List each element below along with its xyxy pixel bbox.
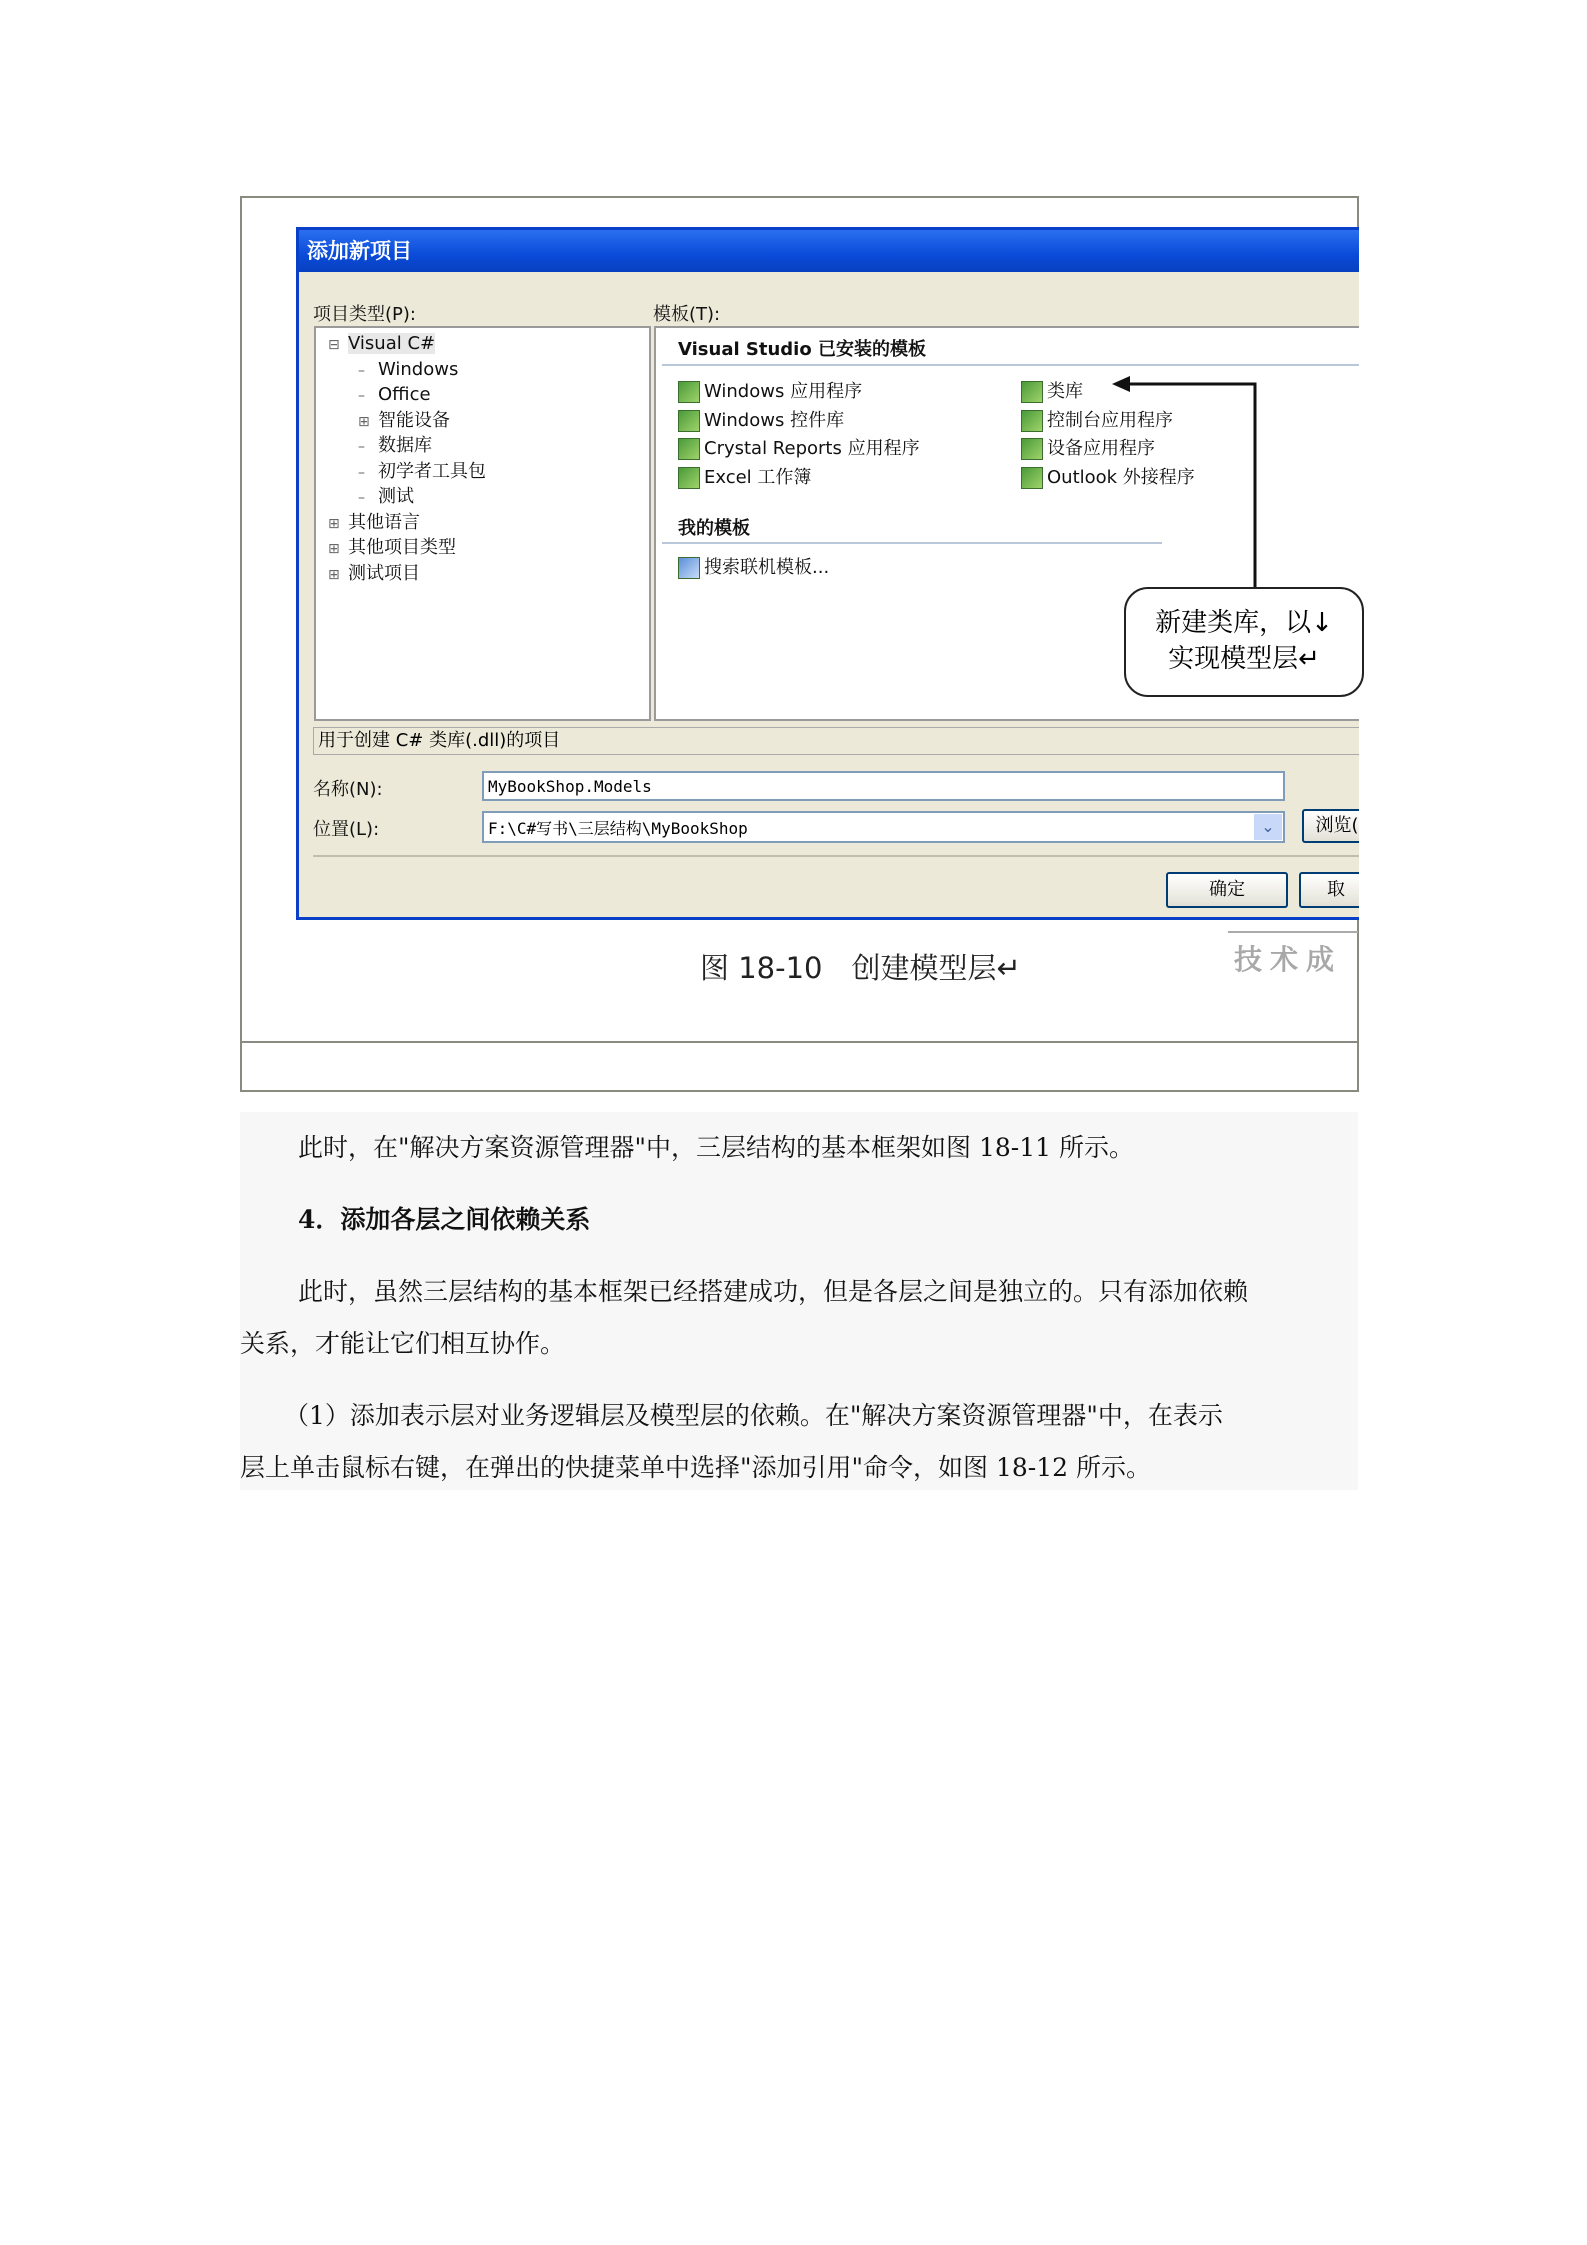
tree-item[interactable]	[328, 460, 649, 486]
paragraph: 关系，才能让它们相互协作。	[240, 1329, 566, 1358]
figure-caption: 图 18-10 创建模型层↵	[700, 951, 1021, 985]
paragraph: （1）添加表示层对业务逻辑层及模型层的依赖。在"解决方案资源管理器"中，在表示	[284, 1401, 1223, 1430]
tree-line-icon: –	[358, 362, 365, 379]
installed-templates-header: Visual Studio 已安装的模板	[678, 339, 926, 360]
tree-line-icon: –	[358, 388, 365, 404]
browse-button[interactable]: 浏览(	[1302, 809, 1359, 843]
tree-item[interactable]	[328, 434, 649, 460]
template-label: Crystal Reports 应用程序	[704, 438, 920, 459]
callout-line-2: 实现模型层↵	[1168, 644, 1320, 674]
csharp-project-icon	[678, 410, 700, 432]
csharp-project-icon	[1021, 438, 1043, 460]
watermark: 技术成	[1234, 943, 1343, 976]
tree-line-icon: –	[358, 439, 365, 455]
tree-item[interactable]	[328, 485, 649, 511]
tree-item-label: 初学者工具包	[378, 460, 486, 482]
csharp-project-icon	[678, 467, 700, 489]
template-item[interactable]	[678, 435, 920, 464]
dialog-title: 添加新项目	[299, 230, 1359, 272]
template-label: Windows 应用程序	[704, 381, 863, 402]
tree-item-label: 测试项目	[348, 562, 420, 584]
tree-item-label: 数据库	[378, 435, 432, 456]
tree-item[interactable]	[328, 383, 649, 409]
template-item[interactable]	[678, 464, 920, 493]
csharp-project-icon	[1021, 381, 1043, 403]
section-heading: 4．添加各层之间依赖关系	[298, 1205, 591, 1234]
template-description: 用于创建 C# 类库(.dll)的项目	[313, 727, 1359, 755]
my-templates-header: 我的模板	[678, 518, 750, 539]
tree-item[interactable]	[328, 409, 649, 435]
location-input[interactable]	[482, 811, 1285, 843]
csharp-project-icon	[678, 381, 700, 403]
tree-item[interactable]	[328, 562, 649, 588]
csharp-project-icon	[1021, 467, 1043, 489]
templates-label: 模板(T):	[653, 304, 721, 325]
tree-item[interactable]	[328, 358, 649, 384]
search-online-icon	[678, 557, 700, 579]
tree-item-label: 其他语言	[348, 511, 420, 533]
template-label: Excel 工作簿	[704, 466, 812, 488]
location-dropdown-chevron-icon[interactable]: ⌄	[1254, 814, 1282, 840]
callout-arrow-icon	[1110, 370, 1270, 590]
template-label: Windows 控件库	[704, 409, 845, 431]
name-input[interactable]	[482, 771, 1285, 801]
csharp-project-icon	[678, 438, 700, 460]
tree-item[interactable]	[328, 332, 649, 358]
paragraph: 此时，虽然三层结构的基本框架已经搭建成功，但是各层之间是独立的。只有添加依赖	[298, 1277, 1249, 1306]
template-item[interactable]	[678, 554, 829, 583]
template-label: Outlook 外接程序	[1047, 466, 1195, 488]
name-label: 名称(N):	[313, 779, 383, 800]
project-types-label: 项目类型(P):	[313, 304, 416, 325]
cancel-button[interactable]: 取	[1299, 872, 1359, 908]
tree-line-icon: –	[358, 490, 365, 506]
tree-item-label: Office	[378, 384, 431, 405]
template-label: 搜索联机模板...	[704, 557, 830, 578]
tree-line-icon: –	[358, 464, 365, 481]
template-label: 控制台应用程序	[1047, 409, 1173, 431]
template-label: 设备应用程序	[1047, 438, 1155, 459]
callout-line-1: 新建类库，以↓	[1155, 608, 1333, 638]
template-item[interactable]	[678, 407, 920, 436]
expand-icon[interactable]: ⊞	[328, 566, 340, 583]
callout-annotation	[1124, 587, 1364, 697]
project-types-tree[interactable]	[314, 326, 651, 721]
figure-divider	[240, 1041, 1359, 1043]
expand-icon[interactable]: ⊞	[328, 541, 340, 557]
tree-item[interactable]	[328, 511, 649, 537]
csharp-project-icon	[1021, 410, 1043, 432]
tree-item-label: 其他项目类型	[348, 537, 456, 558]
paragraph: 此时，在"解决方案资源管理器"中，三层结构的基本框架如图 18-11 所示。	[298, 1133, 1134, 1162]
location-label: 位置(L):	[313, 819, 380, 840]
expand-icon[interactable]: ⊞	[358, 413, 370, 430]
template-item[interactable]	[678, 378, 920, 407]
collapse-icon[interactable]: ⊟	[328, 337, 340, 353]
tree-item-label: 智能设备	[378, 409, 450, 431]
tree-item-label: Windows	[378, 358, 459, 380]
paragraph: 层上单击鼠标右键，在弹出的快捷菜单中选择"添加引用"命令，如图 18-12 所示。	[240, 1453, 1151, 1482]
tree-item[interactable]	[328, 536, 649, 562]
template-label: 类库	[1047, 381, 1083, 402]
tree-item-label: Visual C#	[348, 333, 436, 354]
expand-icon[interactable]: ⊞	[328, 515, 340, 532]
ok-button[interactable]: 确定	[1166, 872, 1288, 908]
tree-item-label: 测试	[378, 486, 414, 507]
